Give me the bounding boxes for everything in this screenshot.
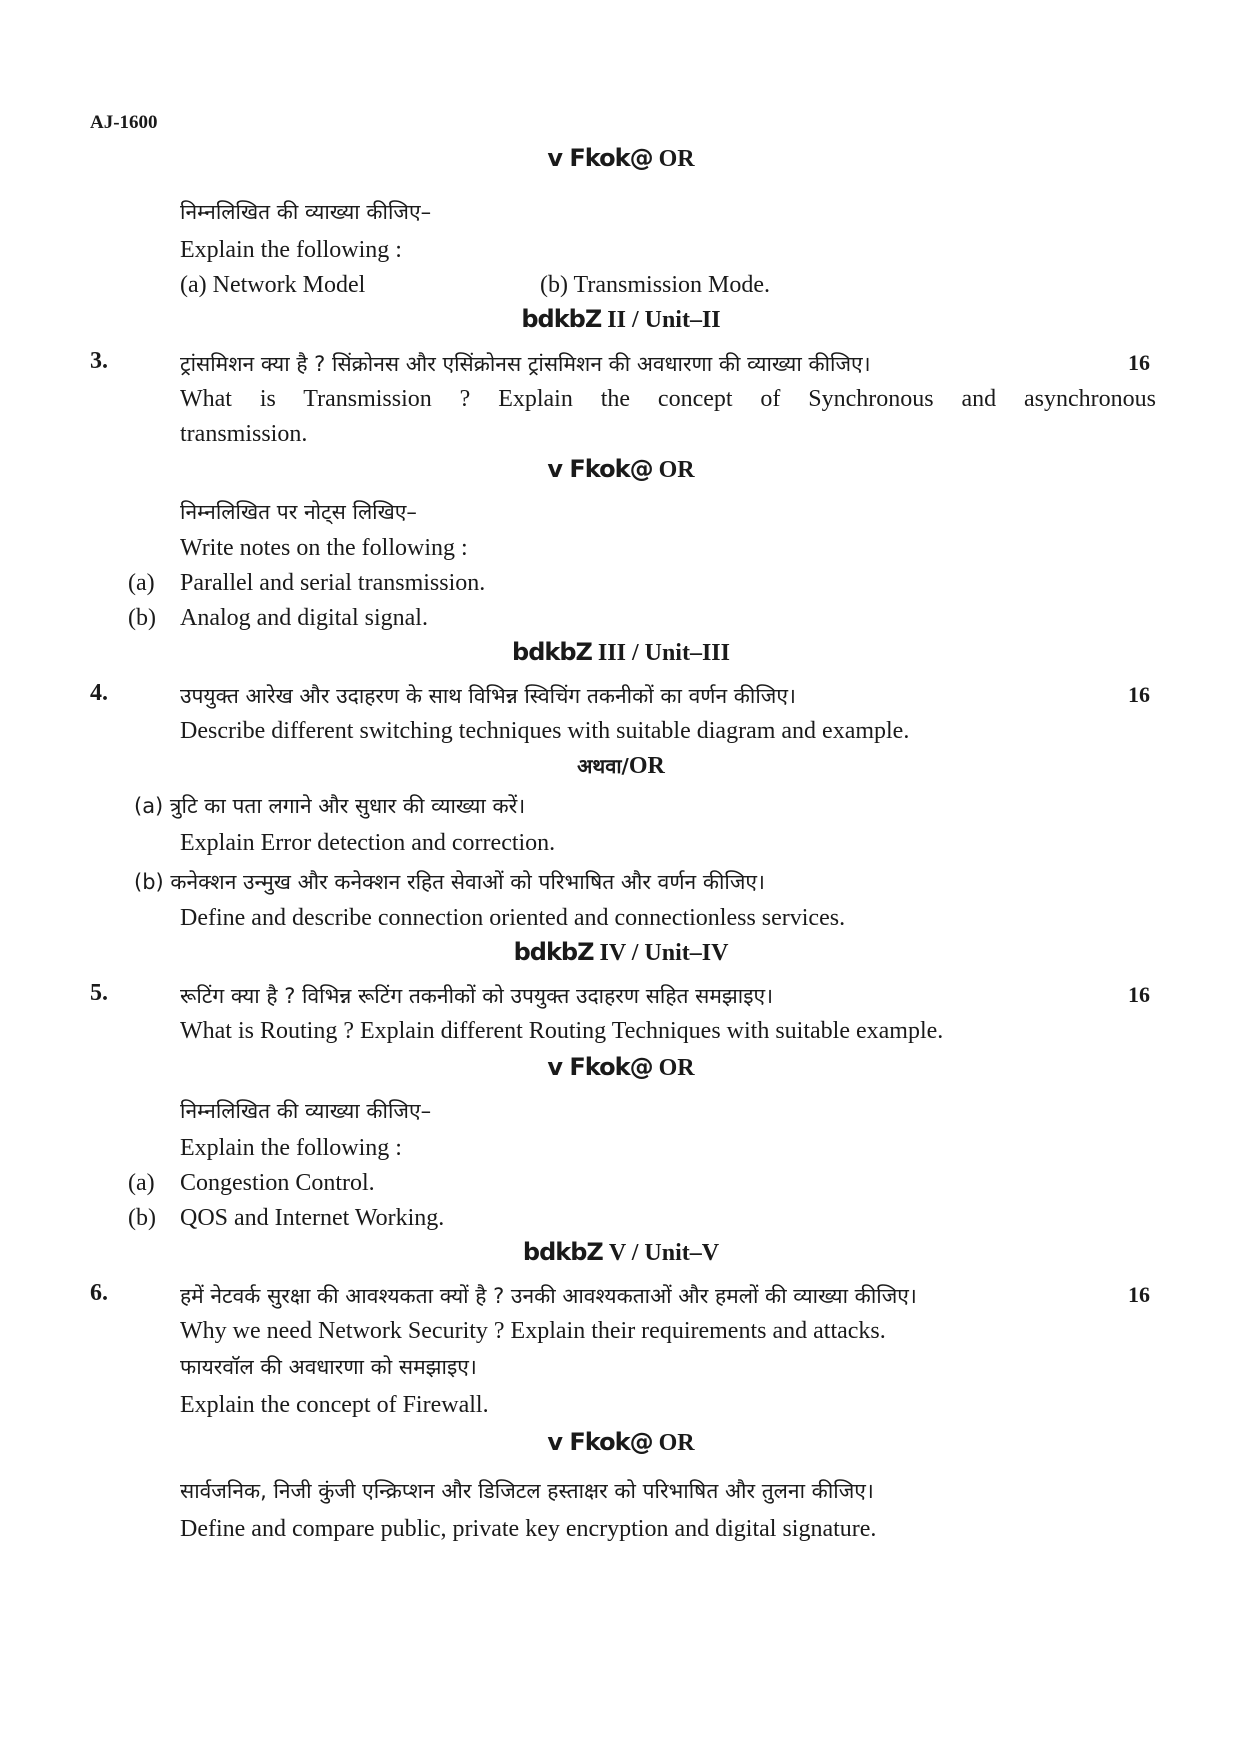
sub-item-b-hindi: (b) कनेक्शन उन्मुख और कनेक्शन रहित सेवाओं को परिभाषित और वर्णन कीजिए। xyxy=(134,870,765,894)
sub-item-b: QOS and Internet Working. xyxy=(180,1205,445,1231)
or-heading-label: OR xyxy=(658,146,695,172)
question-english-cont: transmission. xyxy=(180,421,308,447)
item-b: (b) Transmission Mode. xyxy=(540,272,771,298)
question-hindi: हमें नेटवर्क सुरक्षा की आवश्यकता क्यों है ? उनकी आवश्यकताओं और हमलों की व्याख्या कीजिए। xyxy=(180,1284,917,1308)
unit-heading-garbled: bdkbZ xyxy=(522,1238,603,1266)
question-english: What is Transmission ? Explain the concept of Synchronous and asynchronous xyxy=(180,386,1156,412)
or-heading-garbled: v Fkok@ xyxy=(547,1428,653,1456)
question-hindi-2: फायरवॉल की अवधारणा को समझाइए। xyxy=(180,1355,477,1379)
sub-label-a: (a) xyxy=(128,570,155,596)
question-marks: 16 xyxy=(1128,682,1150,707)
or-heading xyxy=(0,144,1242,173)
question-marks: 16 xyxy=(1128,982,1150,1007)
or-question-english: Define and compare public, private key encryption and digital signature. xyxy=(180,1516,877,1542)
sub-item-a-hindi: (a) त्रुटि का पता लगाने और सुधार की व्याख्या करें। xyxy=(134,794,526,818)
document-code: AJ-1600 xyxy=(90,112,158,133)
or-heading xyxy=(0,455,1242,484)
or-heading-label: OR xyxy=(658,457,695,483)
unit-heading-garbled: bdkbZ xyxy=(521,305,602,333)
question-marks: 16 xyxy=(1128,350,1150,375)
instruction-english: Explain the following : xyxy=(180,1135,402,1161)
instruction-english: Explain the following : xyxy=(180,237,402,263)
question-hindi: उपयुक्त आरेख और उदाहरण के साथ विभिन्न स्विचिंग तकनीकों का वर्णन कीजिए। xyxy=(180,684,796,708)
or-heading xyxy=(0,752,1242,780)
or-heading-hindi: अथवा/ xyxy=(577,754,629,778)
question-number: 6. xyxy=(90,1280,108,1306)
unit-heading-label: V / Unit–V xyxy=(608,1240,720,1266)
sub-label-a: (a) xyxy=(128,1170,155,1196)
unit-heading-garbled: bdkbZ xyxy=(513,938,594,966)
instruction-hindi: निम्नलिखित की व्याख्या कीजिए– xyxy=(180,1099,432,1123)
unit-heading-5 xyxy=(0,1238,1242,1267)
sub-item-b: Analog and digital signal. xyxy=(180,605,428,631)
unit-heading-label: II / Unit–II xyxy=(607,307,721,333)
sub-label-b: (b) xyxy=(128,605,156,631)
question-english: Why we need Network Security ? Explain their requirements and attacks. xyxy=(180,1318,886,1344)
question-number: 4. xyxy=(90,680,108,706)
instruction-english: Write notes on the following : xyxy=(180,535,468,561)
question-english: Describe different switching techniques with suitable diagram and example. xyxy=(180,718,910,744)
or-question-hindi: सार्वजनिक, निजी कुंजी एन्क्रिप्शन और डिजिटल हस्ताक्षर को परिभाषित और तुलना कीजिए। xyxy=(180,1479,874,1503)
unit-heading-4 xyxy=(0,938,1242,967)
or-heading-label: OR xyxy=(658,1055,695,1081)
unit-heading-3 xyxy=(0,638,1242,667)
or-heading-label: OR xyxy=(658,1430,695,1456)
or-heading-garbled: v Fkok@ xyxy=(547,144,653,172)
or-heading xyxy=(0,1053,1242,1082)
instruction-hindi: निम्नलिखित पर नोट्स लिखिए– xyxy=(180,500,417,524)
item-a: (a) Network Model xyxy=(180,272,366,298)
question-hindi: ट्रांसमिशन क्या है ? सिंक्रोनस और एसिंक्रोनस ट्रांसमिशन की अवधारणा की व्याख्या कीजिए। xyxy=(180,352,871,376)
sub-label-b: (b) xyxy=(128,1205,156,1231)
or-heading-garbled: v Fkok@ xyxy=(547,1053,653,1081)
unit-heading-label: III / Unit–III xyxy=(597,640,730,666)
question-english: What is Routing ? Explain different Routing Techniques with suitable example. xyxy=(180,1018,944,1044)
question-english-2: Explain the concept of Firewall. xyxy=(180,1392,489,1418)
unit-heading-label: IV / Unit–IV xyxy=(599,940,729,966)
sub-item-a-english: Explain Error detection and correction. xyxy=(180,830,556,856)
instruction-hindi: निम्नलिखित की व्याख्या कीजिए– xyxy=(180,200,432,224)
sub-item-b-english: Define and describe connection oriented and connectionless services. xyxy=(180,905,846,931)
question-number: 5. xyxy=(90,980,108,1006)
unit-heading-2 xyxy=(0,305,1242,334)
or-heading-garbled: v Fkok@ xyxy=(547,455,653,483)
unit-heading-garbled: bdkbZ xyxy=(512,638,592,666)
question-number: 3. xyxy=(90,348,108,374)
or-heading-label: OR xyxy=(628,753,665,779)
sub-item-a: Parallel and serial transmission. xyxy=(180,570,486,596)
or-heading xyxy=(0,1428,1242,1457)
sub-item-a: Congestion Control. xyxy=(180,1170,375,1196)
question-hindi: रूटिंग क्या है ? विभिन्न रूटिंग तकनीकों को उपयुक्त उदाहरण सहित समझाइए। xyxy=(180,984,774,1008)
question-marks: 16 xyxy=(1128,1282,1150,1307)
